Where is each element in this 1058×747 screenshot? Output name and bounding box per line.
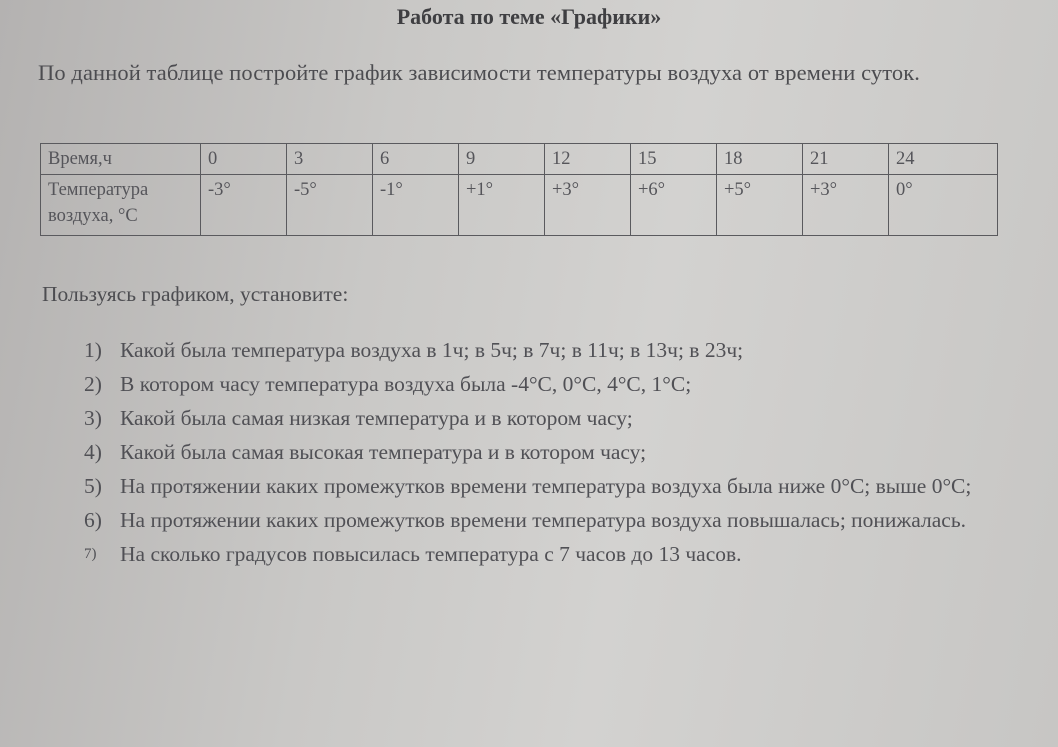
question-number: 7) [84, 546, 97, 562]
question-item [84, 537, 1004, 571]
time-cell: 3 [287, 144, 373, 175]
time-header-cell: Время,ч [41, 144, 201, 175]
temperature-cell: -5° [287, 175, 373, 236]
question-item [84, 333, 1004, 367]
question-number: 3) [84, 406, 102, 430]
questions-list [84, 333, 1004, 571]
question-item [84, 503, 1004, 537]
temperature-header-cell: Температура воздуха, °С [41, 175, 201, 236]
time-row [41, 144, 998, 175]
temperature-cell: 0° [889, 175, 998, 236]
time-cell: 24 [889, 144, 998, 175]
temperature-row [41, 175, 998, 236]
temperature-cell: -1° [373, 175, 459, 236]
question-number: 4) [84, 440, 102, 464]
temperature-cell: +5° [717, 175, 803, 236]
question-text: На сколько градусов повысилась температура с 7 часов до 13 часов. [120, 542, 742, 566]
temperature-table [40, 143, 998, 236]
time-cell: 12 [545, 144, 631, 175]
question-item [84, 469, 1004, 503]
temperature-cell: +1° [459, 175, 545, 236]
question-item [84, 401, 1004, 435]
question-text: На протяжении каких промежутков времени температура воздуха повышалась; понижалась. [120, 508, 967, 532]
time-cell: 18 [717, 144, 803, 175]
question-number: 6) [84, 508, 102, 532]
question-number: 1) [84, 338, 102, 362]
question-number: 2) [84, 372, 102, 396]
time-cell: 15 [631, 144, 717, 175]
question-text: На протяжении каких промежутков времени температура воздуха была ниже 0°С; выше 0°С; [120, 474, 972, 498]
time-cell: 0 [201, 144, 287, 175]
question-item [84, 435, 1004, 469]
question-item [84, 367, 1004, 401]
question-text: Какой была температура воздуха в 1ч; в 5ч; в 7ч; в 11ч; в 13ч; в 23ч; [120, 338, 744, 362]
temperature-cell: -3° [201, 175, 287, 236]
time-cell: 21 [803, 144, 889, 175]
questions-lead: Пользуясь графиком, установите: [42, 282, 349, 306]
temperature-cell: +6° [631, 175, 717, 236]
task-statement: По данной таблице постройте график зависимости температуры воздуха от времени суток. [38, 60, 920, 85]
question-number: 5) [84, 474, 102, 498]
worksheet-title: Работа по теме «Графики» [396, 4, 662, 29]
question-text: Какой была самая низкая температура и в котором часу; [120, 406, 633, 430]
time-cell: 9 [459, 144, 545, 175]
question-text: Какой была самая высокая температура и в котором часу; [120, 440, 647, 464]
question-text: В котором часу температура воздуха была -4°С, 0°С, 4°С, 1°С; [120, 372, 692, 396]
time-cell: 6 [373, 144, 459, 175]
temperature-cell: +3° [545, 175, 631, 236]
temperature-cell: +3° [803, 175, 889, 236]
